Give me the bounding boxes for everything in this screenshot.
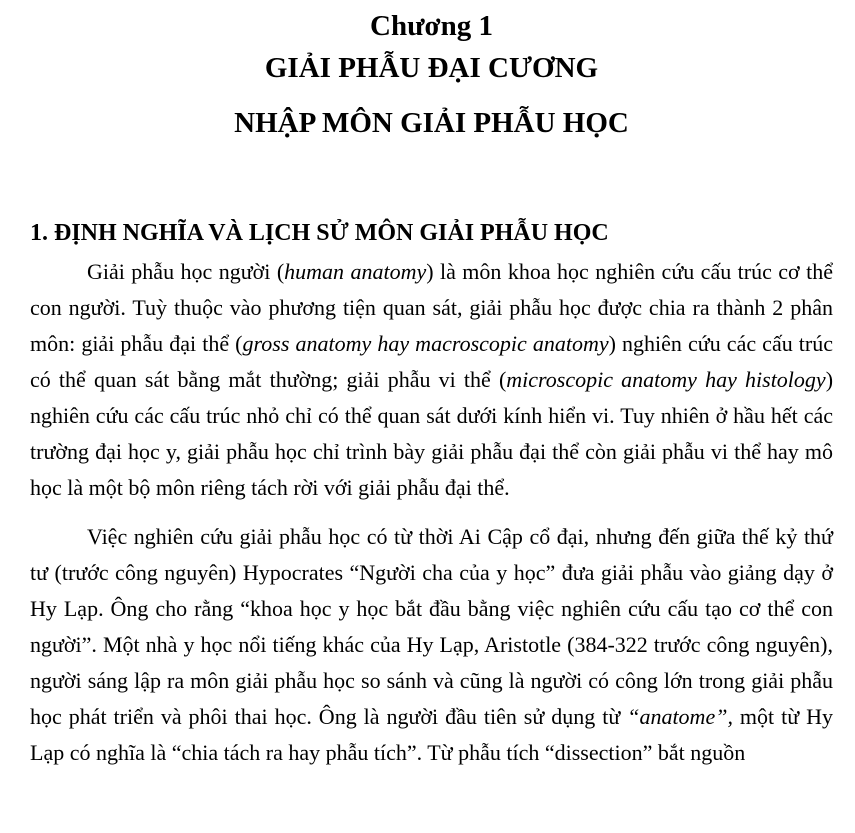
section-heading: 1. ĐỊNH NGHĨA VÀ LỊCH SỬ MÔN GIẢI PHẪU HỌC	[30, 220, 609, 246]
paragraph1-term-human-anatomy: human anatomy	[284, 259, 427, 284]
paragraph1-text-2: ) là môn khoa học nghiên cứu cấu trúc cơ thể con người. Tuỳ thuộc vào phương tiện quan sát, giải phẫu học được chia ra thành 2 phân môn: giải phẫu đại thể (	[30, 259, 833, 356]
paragraph1-term-gross-anatomy: gross anatomy hay macroscopic anatomy	[242, 331, 609, 356]
chapter-number: Chương 1	[370, 10, 493, 42]
paragraph2-text-2: một từ Hy Lạp có nghĩa là “chia tách ra hay phẫu tích”. Từ phẫu tích “dissection” bắt nguồn	[30, 704, 833, 765]
chapter-title: GIẢI PHẪU ĐẠI CƯƠNG	[264, 52, 599, 84]
paragraph1-text-4: ) nghiên cứu các cấu trúc nhỏ chỉ có thể quan sát dưới kính hiển vi. Tuy nhiên ở hầu hết các trường đại học y, giải phẫu học chỉ trình bày giải phẫu đại thể còn giải phẫu vi thể hay mô học là một bộ môn riêng tách rời với giải phẫu đại thể.	[30, 367, 834, 500]
paragraph1-text-3: ) nghiên cứu các cấu trúc có thể quan sát bằng mắt thường; giải phẫu vi thể (	[30, 331, 834, 392]
paragraph-history	[30, 519, 833, 771]
paragraph-definition	[30, 254, 833, 506]
paragraph1-term-microscopic-anatomy: microscopic anatomy hay histology	[506, 367, 826, 392]
paragraph1-text-1: Giải phẫu học người (	[87, 259, 285, 284]
chapter-subtitle: NHẬP MÔN GIẢI PHẪU HỌC	[234, 107, 629, 139]
paragraph2-text-1: Việc nghiên cứu giải phẫu học có từ thời Ai Cập cổ đại, nhưng đến giữa thế kỷ thứ tư (trước công nguyên) Hypocrates “Người cha của y học” đưa giải phẫu vào giảng dạy ở Hy Lạp. Ông cho rằng “khoa học y học bắt đầu bằng việc nghiên cứu cấu tạo cơ thể con người”. Một nhà y học nổi tiếng khác của Hy Lạp, Aristotle (384-322 trước công nguyên), người sáng lập ra môn giải phẫu học so sánh và cũng là người có công lớn trong giải phẫu học phát triển và phôi thai học. Ông là người đầu tiên sử dụng từ	[30, 524, 833, 729]
paragraph2-term-anatome: “anatome”,	[627, 704, 733, 729]
document-page	[30, 0, 833, 771]
